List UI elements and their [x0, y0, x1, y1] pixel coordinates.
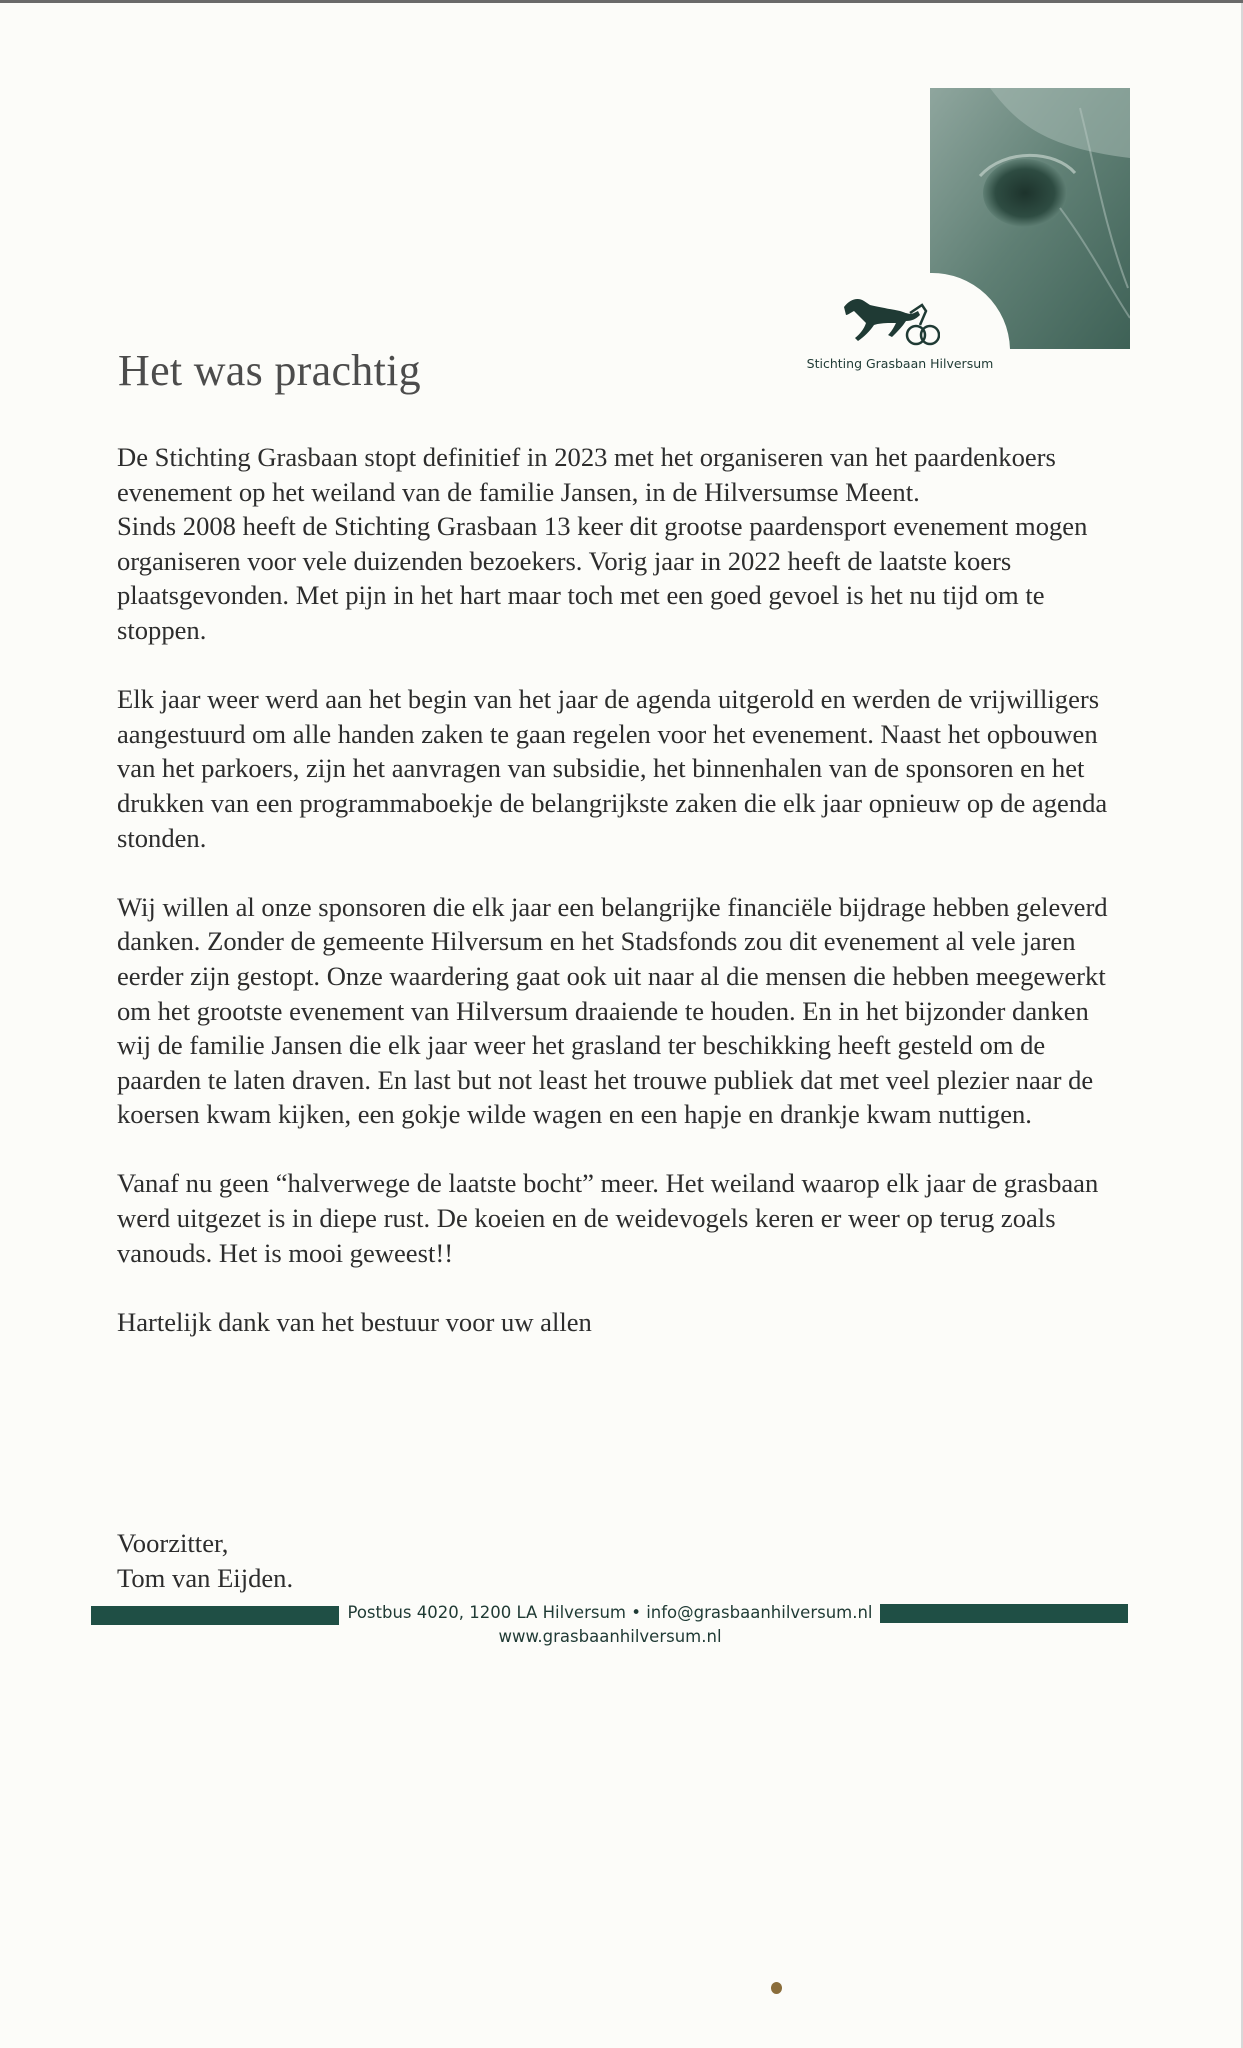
letterhead-logo [790, 86, 1130, 386]
letter-body [117, 440, 1117, 1374]
paragraph-1: De Stichting Grasbaan stopt definitief in 2023 met het organiseren van het paardenkoers evenement op het weiland van de familie Jansen, in de Hilversumse Meent. [117, 442, 1056, 507]
footer-website: www.grasbaanhilversum.nl [498, 1627, 722, 1646]
paragraph-6: Hartelijk dank van het bestuur voor uw allen [117, 1306, 592, 1337]
trotting-horse-icon [840, 291, 940, 351]
paragraph-3: Elk jaar weer werd aan het begin van het jaar de agenda uitgerold en werden de vrijwilligers aangestuurd om alle handen zaken te gaan regelen voor het evenement. Naast het opbouwen van het parkoers, zijn het aanvragen van subsidie, het binnenhalen van de sponsoren en het drukken van een programmaboekje de belangrijkste zaken die elk jaar opnieuw op de agenda stonden. [117, 684, 1108, 853]
horse-eye-photo [930, 88, 1130, 349]
organization-name: Stichting Grasbaan Hilversum [806, 356, 994, 371]
letter-title: Het was prachtig [118, 346, 421, 395]
footer-bar-right [880, 1604, 1128, 1623]
paragraph-2: Sinds 2008 heeft de Stichting Grasbaan 13 keer dit grootse paardensport evenement mogen organiseren voor vele duizenden bezoekers. Vorig jaar in 2022 heeft de laatste koers plaatsgevonden. Met pijn in het hart maar toch met een goed gevoel is het nu tijd om te stoppen. [117, 511, 1088, 645]
paragraph-4: Wij willen al onze sponsoren die elk jaar een belangrijke financiële bijdrage hebben geleverd danken. Zonder de gemeente Hilversum en het Stadsfonds zou dit evenement al vele jaren eerder zijn gestopt. Onze waardering gaat ook uit naar al die mensen die hebben meegewerkt om het grootste evenement van Hilversum draaiende te houden. En in het bijzonder danken wij de familie Jansen die elk jaar weer het grasland ter beschikking heeft gesteld om de paarden te laten draven. En last but not least het trouwe publiek dat met veel plezier naar de koersen kwam kijken, een gokje wilde wagen en een hapje en drankje kwam nuttigen. [117, 891, 1108, 1130]
footer-address: Postbus 4020, 1200 LA Hilversum • info@grasbaanhilversum.nl [347, 1603, 873, 1622]
signature-name: Tom van Eijden. [117, 1563, 294, 1593]
paper-speck [771, 1982, 782, 1994]
paragraph-5: Vanaf nu geen “halverwege de laatste bocht” meer. Het weiland waarop elk jaar de grasbaan werd uitgezet is in diepe rust. De koeien en de weidevogels keren er weer op terug zoals vanouds. Het is mooi geweest!! [117, 1168, 1099, 1268]
signature-role: Voorzitter, [117, 1528, 229, 1558]
footer-bar-left [91, 1606, 339, 1625]
signature [117, 1526, 293, 1596]
